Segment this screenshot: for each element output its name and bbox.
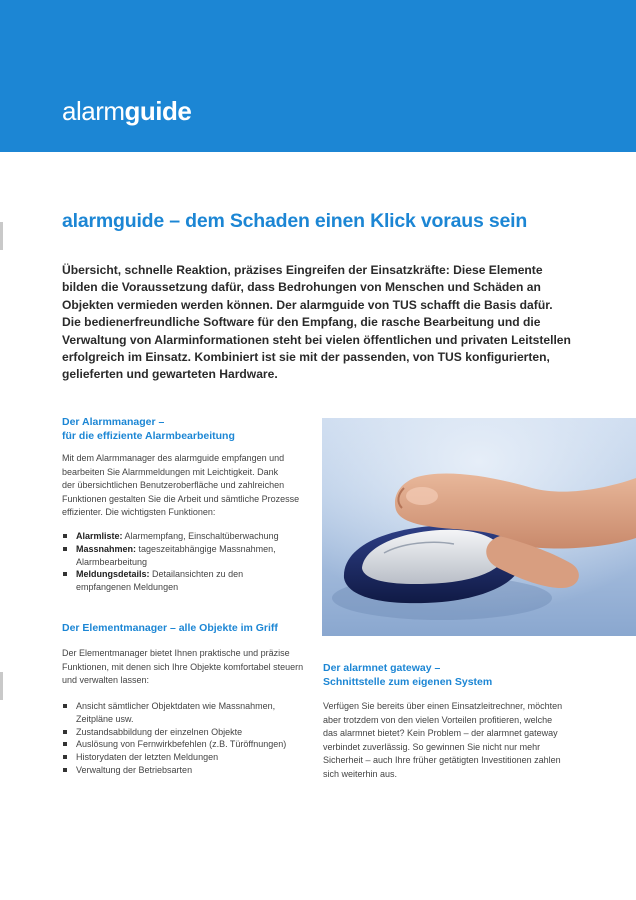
- elementmanager-heading: [62, 621, 278, 635]
- item-text: tageszeitabhängige Massnahmen,: [138, 543, 276, 554]
- list-item: [62, 530, 322, 543]
- hand-on-mouse-illustration: [322, 418, 636, 636]
- alarmmanager-function-list: [62, 530, 322, 594]
- gateway-heading: [323, 661, 492, 689]
- list-item: [62, 568, 322, 594]
- text-line: das alarmnet bietet? Kein Problem – der alarmnet gateway: [323, 728, 558, 739]
- text-line: Sicherheit – auch Ihre früher getätigten Investitionen zahlen: [323, 755, 561, 766]
- heading-line: Der alarmnet gateway –: [323, 662, 441, 674]
- item-text: Detailansichten zu den: [152, 569, 244, 580]
- text-line: sich weiterhin aus.: [323, 768, 398, 779]
- list-item: [62, 738, 322, 751]
- list-item: [62, 751, 322, 764]
- item-text: Verwaltung der Betriebsarten: [76, 764, 193, 775]
- item-term: Massnahmen:: [76, 543, 137, 554]
- text-line: der übersichtlichen Benutzeroberfläche und zahlreichen: [62, 480, 285, 491]
- alarmmanager-text: [62, 452, 322, 520]
- heading-line: für die effiziente Alarmbearbeitung: [62, 430, 235, 442]
- page-headline: alarmguide – dem Schaden einen Klick voraus sein: [62, 210, 528, 232]
- text-line: effizienter. Die wichtigsten Funktionen:: [62, 507, 216, 518]
- text-line: aber trotzdem von den vielen Vorteilen profitieren, welche: [323, 714, 553, 725]
- list-item: [62, 700, 322, 726]
- gateway-text: [323, 700, 613, 782]
- intro-line: bilden die Voraussetzung dafür, dass Bedrohungen von Menschen und Schäden an: [62, 280, 541, 295]
- logo-bold-text: guide: [124, 96, 192, 126]
- list-item: [62, 543, 322, 569]
- intro-line: Die bedienerfreundliche Software für den Empfang, die rasche Bearbeitung und die: [62, 315, 541, 330]
- item-text: Alarmbearbeitung: [76, 556, 148, 567]
- item-text: empfangenen Meldungen: [76, 582, 179, 593]
- list-item: [62, 764, 322, 777]
- text-line: Mit dem Alarmmanager des alarmguide empfangen und: [62, 453, 285, 463]
- list-item: [62, 726, 322, 739]
- item-text: Historydaten der letzten Meldungen: [76, 752, 219, 763]
- item-text: Zeitpläne usw.: [76, 713, 134, 724]
- intro-paragraph: [62, 262, 572, 384]
- heading-line: Der Alarmmanager –: [62, 416, 165, 428]
- elementmanager-text: [62, 647, 322, 688]
- item-term: Alarmliste:: [76, 531, 123, 541]
- item-text: Alarmempfang, Einschaltüberwachung: [124, 531, 279, 541]
- item-term: Meldungsdetails:: [76, 569, 150, 580]
- text-line: und verwalten lassen:: [62, 675, 150, 686]
- text-line: Der Elementmanager bietet Ihnen praktische und präzise: [62, 648, 290, 658]
- intro-line: erfolgreich im Einsatz. Kombiniert ist sie mit der passenden, von TUS konfigurierten,: [62, 350, 550, 365]
- alarmguide-logo: [62, 96, 191, 127]
- scan-edge-mark: [0, 672, 3, 700]
- logo-light-text: alarm: [62, 96, 125, 126]
- text-line: Verfügen Sie bereits über einen Einsatzleitrechner, möchten: [323, 701, 563, 711]
- heading-line: Schnittstelle zum eigenen System: [323, 676, 493, 688]
- item-text: Auslösung von Fernwirkbefehlen (z.B. Türöffnungen): [76, 739, 287, 750]
- elementmanager-function-list: [62, 700, 322, 777]
- text-line: Funktionen, mit denen sich Ihre Objekte komfortabel steuern: [62, 661, 304, 672]
- intro-line: Objekten vermieden werden können. Der alarmguide von TUS schafft die Basis dafür.: [62, 297, 553, 312]
- text-line: bearbeiten Sie Alarmmeldungen mit Leichtigkeit. Dank: [62, 466, 279, 477]
- scan-edge-mark: [0, 222, 3, 250]
- alarmmanager-heading: [62, 415, 235, 443]
- intro-line: Übersicht, schnelle Reaktion, präzises Eingreifen der Einsatzkräfte: Diese Elemente: [62, 263, 543, 277]
- item-text: Ansicht sämtlicher Objektdaten wie Massnahmen,: [76, 701, 276, 711]
- text-line: verbindet zuverlässig. So gewinnen Sie nicht nur mehr: [323, 741, 541, 752]
- item-text: Zustandsabbildung der einzelnen Objekte: [76, 726, 243, 737]
- heading-line: Der Elementmanager – alle Objekte im Griff: [62, 622, 278, 634]
- text-line: Funktionen gestalten Sie die Arbeit und sämtliche Prozesse: [62, 493, 300, 504]
- intro-line: gelieferten und gewarteten Hardware.: [62, 367, 278, 382]
- hand-on-mouse-photo: [322, 418, 636, 636]
- intro-line: Verwaltung von Alarminformationen steht bei vielen öffentlichen und privaten Leitstellen: [62, 332, 571, 347]
- header-banner: [0, 0, 636, 152]
